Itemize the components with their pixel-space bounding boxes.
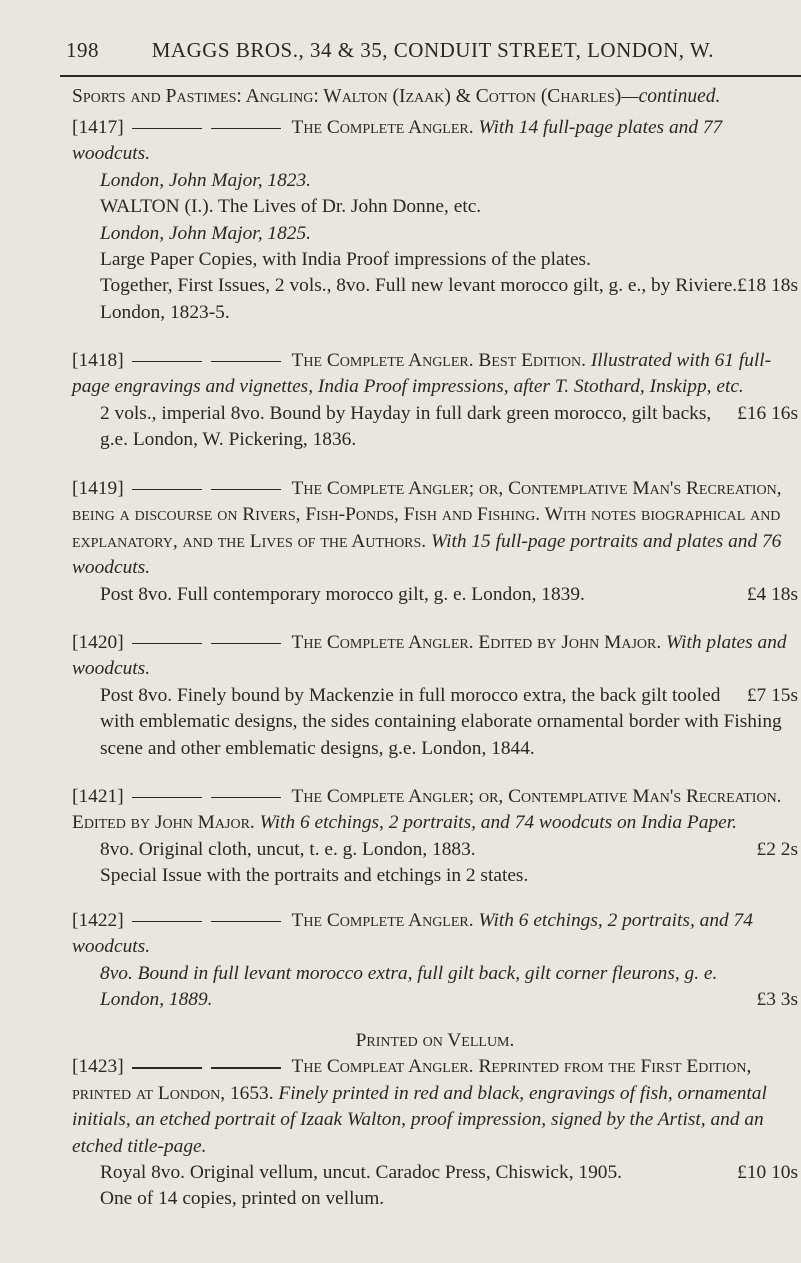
entry-number: [1422] xyxy=(72,910,124,931)
entry-line: Post 8vo. Full contemporary morocco gilt, g. e. London, 1839. xyxy=(100,583,585,605)
entry-line: Post 8vo. Finely bound by Mackenzie in full morocco extra, the back gilt tooled with emblematic designs, the sides containing elaborate ornamental border with Fishing scene and other emblematic designs, g.e. London, 1844. xyxy=(100,684,782,759)
ditto-dash xyxy=(132,489,202,491)
entry-title: The Complete Angler; or, Contemplative Man's Recreation. Edited by John Major. xyxy=(72,786,782,834)
entry-line: London, John Major, 1825. xyxy=(100,222,311,244)
section-heading xyxy=(72,83,792,111)
entry-title: The Complete Angler. Best Edition. xyxy=(291,350,586,371)
ditto-dash xyxy=(211,489,281,491)
ditto-dash xyxy=(211,797,281,799)
entry-description: Finely printed in red and black, engravings of fish, ornamental initials, an etched portrait of Izaak Walton, proof impression, signed by the Artist, and an etched title-page. xyxy=(72,1082,767,1157)
ditto-dash xyxy=(211,921,281,923)
entry-line: WALTON (I.). The Lives of Dr. John Donne, etc. xyxy=(100,196,482,218)
entry-line: 8vo. Bound in full levant morocco extra, full gilt back, gilt corner fleurons, g. e. xyxy=(100,962,718,984)
header-rule xyxy=(60,75,801,77)
entry-number: [1417] xyxy=(72,117,124,138)
entry-price: £18 18s xyxy=(737,275,798,297)
ditto-dash xyxy=(132,361,202,363)
entry-title: The Complete Angler; or, Contemplative Man's Recreation, being a discourse on Rivers, Fish-Ponds, Fish and Fishing. With notes biographical and explanatory, and the Lives of the Authors. xyxy=(72,478,782,552)
entry-line: Special Issue with the portraits and etchings in 2 states. xyxy=(100,865,529,887)
section-continued: —continued. xyxy=(621,86,721,107)
entry-price: £7 15s xyxy=(746,684,798,706)
ditto-dash xyxy=(132,128,202,130)
catalogue-entry xyxy=(72,476,798,608)
entry-title: The Complete Angler. xyxy=(291,117,474,138)
catalogue-entry xyxy=(72,1028,798,1213)
catalogue-entry xyxy=(72,630,798,762)
ditto-dash xyxy=(132,921,202,923)
ditto-dash xyxy=(211,128,281,130)
entry-title: The Compleat Angler. Reprinted from the First Edition, printed at London, 1653. xyxy=(72,1056,752,1104)
ditto-dash xyxy=(211,361,281,363)
entry-price: £3 3s xyxy=(756,989,798,1011)
entry-line: 8vo. Original cloth, uncut, t. e. g. London, 1883. xyxy=(100,838,476,860)
catalogue-entry xyxy=(72,784,798,890)
entry-number: [1419] xyxy=(72,478,124,499)
ditto-dash xyxy=(211,1067,281,1069)
catalogue-entry xyxy=(72,908,798,1014)
entry-price: £16 16s xyxy=(737,402,798,424)
entry-description: With 15 full-page portraits and plates and 76 woodcuts. xyxy=(72,530,782,579)
entry-line: Large Paper Copies, with India Proof impressions of the plates. xyxy=(100,248,591,270)
page-number: 198 xyxy=(66,38,99,62)
entry-description: Illustrated with 61 full-page engravings and vignettes, India Proof impressions, after T. Stothard, Inskipp, etc. xyxy=(72,350,772,398)
entry-line: One of 14 copies, printed on vellum. xyxy=(100,1188,385,1210)
ditto-dash xyxy=(132,1067,202,1069)
entry-price: £2 2s xyxy=(756,838,798,860)
entry-number: [1418] xyxy=(72,350,124,371)
entry-description: With plates and woodcuts. xyxy=(72,632,787,680)
entry-number: [1423] xyxy=(72,1056,124,1078)
catalogue-entry xyxy=(72,348,798,454)
entry-number: [1420] xyxy=(72,632,124,653)
entry-line: 2 vols., imperial 8vo. Bound by Hayday in full dark green morocco, gilt backs, g.e. London, W. Pickering, 1836. xyxy=(100,402,712,451)
entry-title: The Complete Angler. xyxy=(291,910,474,931)
publisher-line: MAGGS BROS., 34 & 35, CONDUIT STREET, LONDON, W. xyxy=(151,38,715,62)
section-title: Sports and Pastimes: Angling: Walton (Izaak) & Cotton (Charles) xyxy=(72,86,622,107)
entry-description: With 14 full-page plates and 77 woodcuts. xyxy=(72,117,723,165)
entry-number: [1421] xyxy=(72,786,124,807)
ditto-dash xyxy=(132,643,202,645)
entry-title: The Complete Angler. Edited by John Major. xyxy=(291,632,662,653)
entry-line: London, 1889. xyxy=(100,989,213,1011)
entry-description: With 6 etchings, 2 portraits, and 74 woodcuts. xyxy=(72,910,753,958)
entry-description: With 6 etchings, 2 portraits, and 74 woodcuts on India Paper. xyxy=(259,812,737,834)
ditto-dash xyxy=(132,797,202,799)
entry-price: £10 10s xyxy=(737,1161,798,1183)
entry-line: Royal 8vo. Original vellum, uncut. Caradoc Press, Chiswick, 1905. xyxy=(100,1161,622,1183)
catalogue-entry xyxy=(72,115,798,326)
entry-price: £4 18s xyxy=(746,583,798,605)
running-head xyxy=(66,38,786,63)
entry-line: Together, First Issues, 2 vols., 8vo. Full new levant morocco gilt, g. e., by Riviere. London, 1823-5. xyxy=(100,275,738,323)
entry-line: London, John Major, 1823. xyxy=(100,169,311,191)
ditto-dash xyxy=(211,643,281,645)
entry-subheading: Printed on Vellum. xyxy=(355,1030,515,1051)
